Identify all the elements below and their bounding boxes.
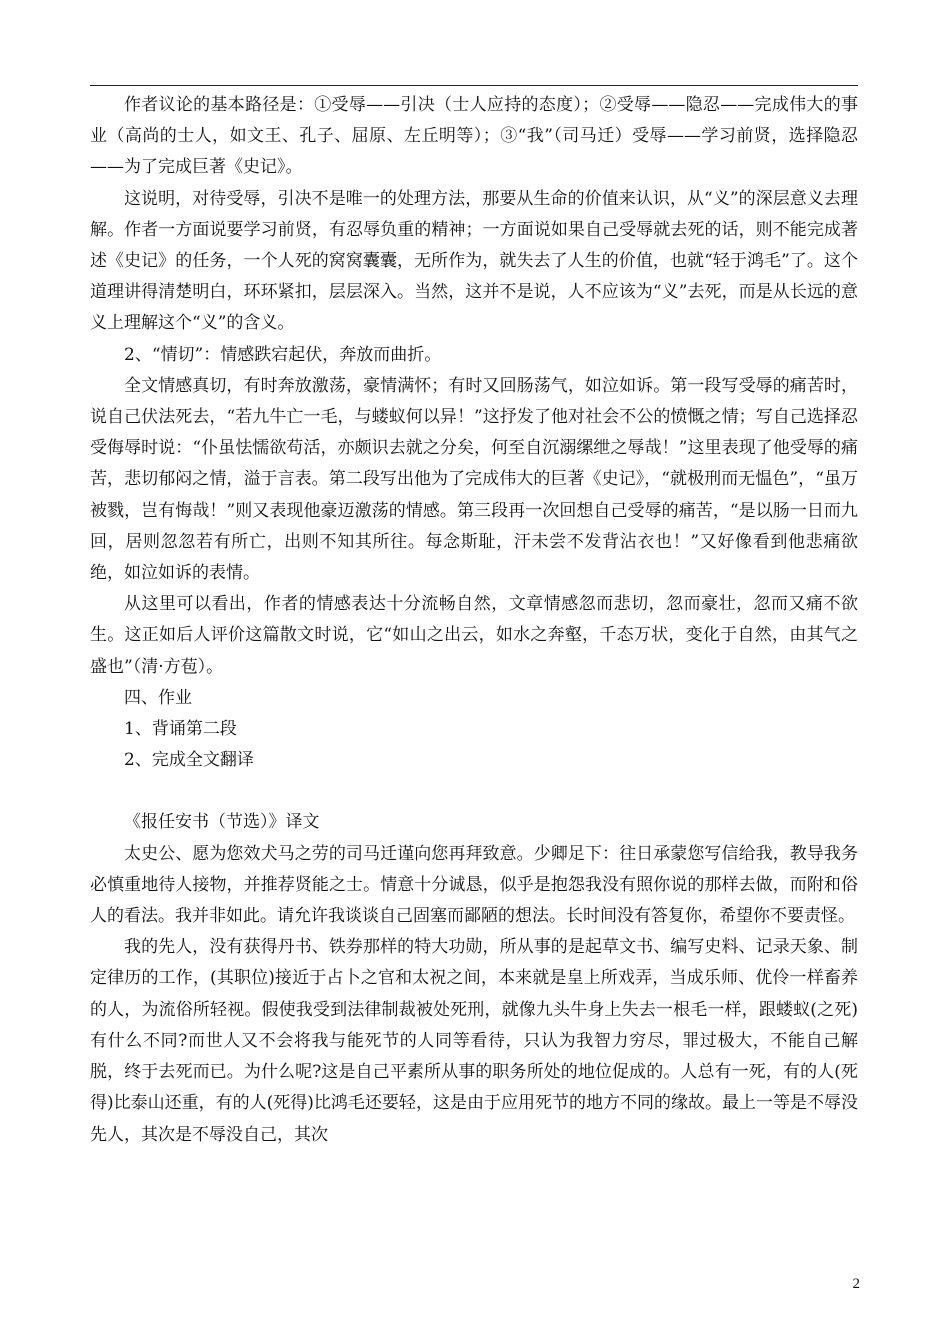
paragraph-explanation: 这说明，对待受辱，引决不是唯一的处理方法，那要从生命的价值来认识，从“义”的深层意义去理解。作者一方面说要学习前贤，有忍辱负重的精神；一方面说如果自己受辱就去死的话，则不能完成著述《史记》的任务，一个人死的窝窝囊囊，无所作为，就失去了人生的价值，也就“轻于鸿毛”了。这个道理讲得清楚明白，环环紧扣，层层深入。当然，这并不是说，人不应该为“义”去死，而是从长远的意义上理解这个“义”的含义。 bbox=[90, 188, 858, 334]
paragraph-argument-path: 作者议论的基本路径是：①受辱——引决（士人应持的态度）；②受辱——隐忍——完成伟大的事业（高尚的士人，如文王、孔子、屈原、左丘明等）；③“我”（司马迁）受辱——学习前贤，选择隐忍——为了完成巨著《史记》。 bbox=[90, 95, 858, 178]
section-heading-homework: 四、作业 bbox=[124, 687, 192, 708]
spacer bbox=[90, 776, 858, 807]
homework-item-1: 1、背诵第二段 bbox=[124, 719, 237, 740]
body-text bbox=[90, 90, 858, 1151]
paragraph-heading-emotion: 2、“情切”：情感跌宕起伏，奔放而曲折。 bbox=[124, 344, 442, 365]
header-rule bbox=[90, 85, 858, 86]
paragraph-conclusion: 从这里可以看出，作者的情感表达十分流畅自然，文章情感忽而悲切，忽而豪壮，忽而又痛不欲生。这正如后人评价这篇散文时说，它“如山之出云，如水之奔壑，千态万状，变化于自然，由其气之盛也”（清·方苞）。 bbox=[90, 594, 858, 677]
homework-item-2: 2、完成全文翻译 bbox=[124, 750, 254, 771]
translation-paragraph-1: 太史公、愿为您效犬马之劳的司马迁谨向您再拜致意。少卿足下：往日承蒙您写信给我，教导我务必慎重地待人接物，并推荐贤能之士。情意十分诚恳，似乎是抱怨我没有照你说的那样去做，而附和俗人的看法。我并非如此。请允许我谈谈自己固塞而鄙陋的想法。长时间没有答复你，希望你不要责怪。 bbox=[90, 843, 858, 927]
translation-paragraph-2: 我的先人，没有获得丹书、铁券那样的特大功勋，所从事的是起草文书、编写史料、记录天象、制定律历的工作，(其职位)接近于占卜之官和太祝之间，本来就是皇上所戏弄，当成乐师、优伶一样畜养的人，为流俗所轻视。假使我受到法律制裁被处死刑，就像九头牛身上失去一根毛一样，跟蝼蚁(之死)有什么不同?而世人又不会将我与能死节的人同等看待，只认为我智力穷尽，罪过极大，不能自己解脱，终于去死而已。为什么呢?这是自己平素所从事的职务所处的地位促成的。人总有一死，有的人(死得)比泰山还重，有的人(死得)比鸿毛还要轻，这是由于应用死节的地方不同的缘故。最上一等是不辱没先人，其次是不辱没自己，其次 bbox=[90, 937, 858, 1145]
paragraph-emotion-detail: 全文情感真切，有时奔放激荡，豪情满怀；有时又回肠荡气，如泣如诉。第一段写受辱的痛苦时，说自己伏法死去，“若九牛亡一毛，与蝼蚁何以异！”这抒发了他对社会不公的愤慨之情；写自己选择忍受侮辱时说：“仆虽怯懦欲苟活，亦颇识去就之分矣，何至自沉溺缧绁之辱哉！”这里表现了他受辱的痛苦，悲切郁闷之情，溢于言表。第二段写出他为了完成伟大的巨著《史记》，“就极刑而无愠色”，“虽万被戮，岂有悔哉！”则又表现他豪迈激荡的情感。第三段再一次回想自己受辱的痛苦，“是以肠一日而九回，居则忽忽若有所亡，出则不知其所往。每念斯耻，汗未尝不发背沾衣也！”又好像看到他悲痛欲绝，如泣如诉的表情。 bbox=[90, 375, 858, 584]
translation-title: 《报任安书（节选）》译文 bbox=[124, 812, 320, 833]
page-number: 2 bbox=[852, 1276, 860, 1292]
